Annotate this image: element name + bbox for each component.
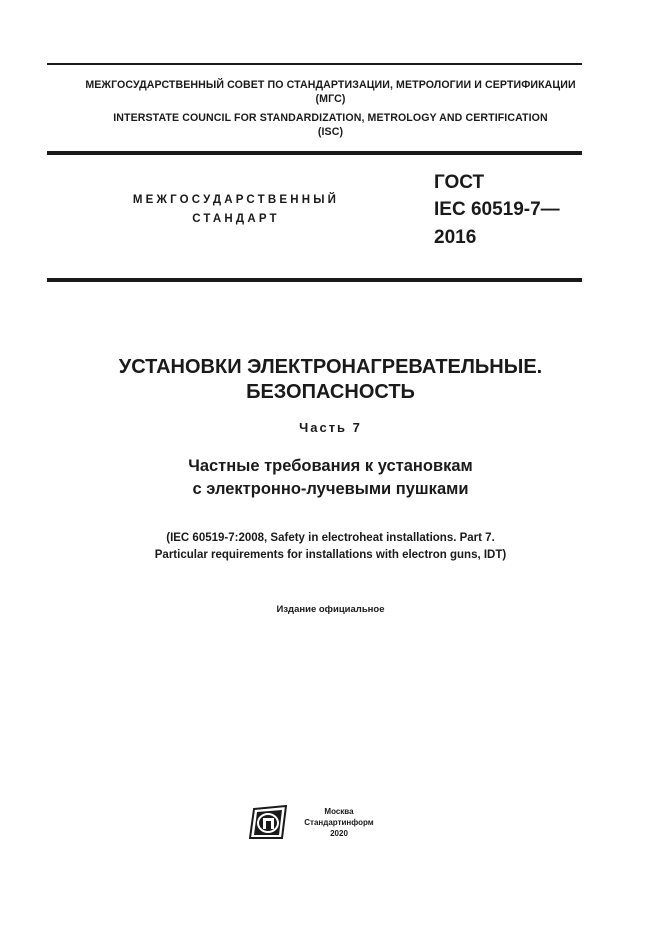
- iec-reference-line1: (IEC 60519-7:2008, Safety in electroheat installations. Part 7.: [166, 532, 495, 544]
- publisher-name: Стандартинформ: [304, 818, 374, 827]
- edition-label: Издание официальное: [276, 604, 385, 615]
- council-ru-abbr: (МГС): [315, 93, 346, 105]
- subtitle-line2: с электронно-лучевыми пушками: [192, 480, 469, 498]
- publisher-city: Москва: [324, 807, 354, 816]
- publisher-year: 2020: [330, 829, 348, 838]
- council-en-line: INTERSTATE COUNCIL FOR STANDARDIZATION, METROLOGY AND CERTIFICATION: [113, 112, 548, 124]
- designation-line3: 2016: [434, 227, 477, 248]
- title-line1: УСТАНОВКИ ЭЛЕКТРОНАГРЕВАТЕЛЬНЫЕ.: [118, 356, 543, 378]
- lower-rule-thick: [47, 278, 582, 282]
- subtitle-line1: Частные требования к установкам: [188, 457, 473, 475]
- iec-reference-line2: Particular requirements for installations with electron guns, IDT): [154, 549, 507, 561]
- council-ru-line: МЕЖГОСУДАРСТВЕННЫЙ СОВЕТ ПО СТАНДАРТИЗАЦИИ, МЕТРОЛОГИИ И СЕРТИФИКАЦИИ: [85, 79, 576, 91]
- standard-type-line2: СТАНДАРТ: [192, 213, 280, 225]
- part-number: Часть 7: [299, 420, 362, 435]
- title-line2: БЕЗОПАСНОСТЬ: [246, 381, 415, 403]
- top-rule-thin: [47, 63, 582, 65]
- designation-line1: ГОСТ: [434, 172, 485, 193]
- council-en-abbr: (ISC): [317, 126, 344, 138]
- standard-type-line1: МЕЖГОСУДАРСТВЕННЫЙ: [132, 194, 340, 206]
- standartinform-logo-icon: [248, 805, 288, 839]
- designation-line2: IEC 60519-7—: [434, 199, 560, 220]
- upper-rule-thick: [47, 151, 582, 155]
